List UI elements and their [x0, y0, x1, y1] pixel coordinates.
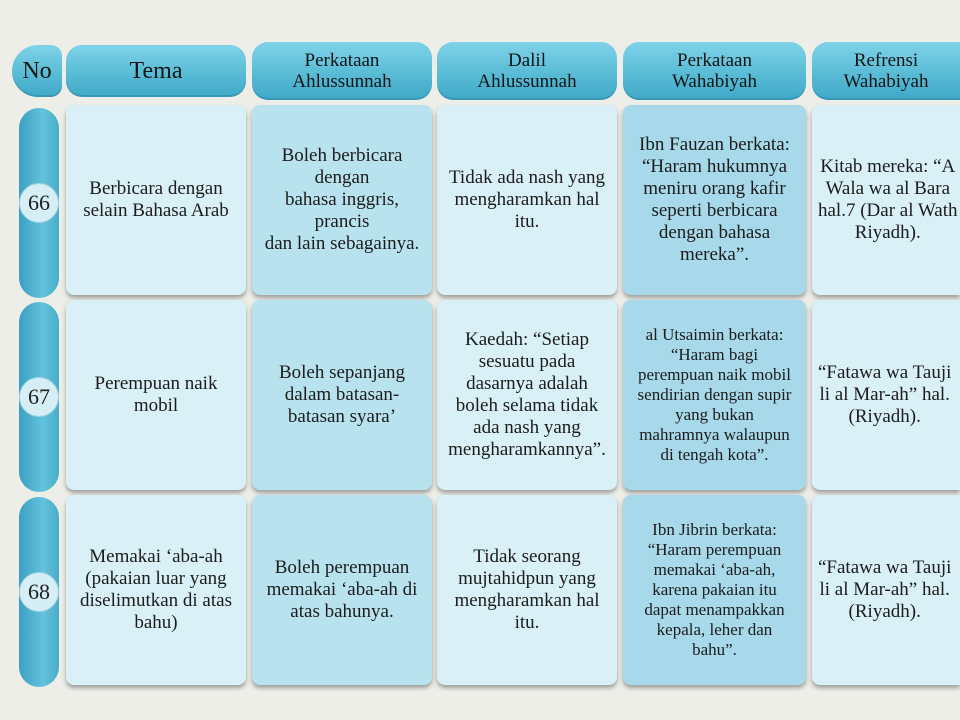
dalil-ahlussunnah-line: sesuatu pada	[478, 351, 576, 372]
tema-cell	[66, 300, 246, 490]
dalil-ahlussunnah-line: Tidak ada nash yang	[448, 167, 606, 188]
row-number-cell	[19, 108, 59, 298]
dalil-ahlussunnah-cell	[437, 105, 617, 295]
header-perkataan-ahlussunnah-line1: Perkataan	[304, 50, 380, 71]
refrensi-wahabiyah-line: (Riyadh).	[848, 601, 921, 622]
tema-line: Memakai ‘aba-ah	[89, 546, 223, 567]
dalil-ahlussunnah-line: mujtahidpun yang	[458, 568, 596, 589]
perkataan-ahlussunnah-cell	[252, 495, 432, 685]
perkataan-wahabiyah-line: “Haram hukumnya	[641, 156, 788, 177]
perkataan-ahlussunnah-line: prancis	[314, 211, 370, 232]
perkataan-wahabiyah-line: karena pakaian itu	[652, 580, 777, 599]
perkataan-wahabiyah-line: di tengah kota”.	[660, 445, 769, 464]
perkataan-wahabiyah-line: dengan bahasa	[658, 222, 771, 243]
perkataan-wahabiyah-line: mereka”.	[679, 244, 750, 265]
refrensi-wahabiyah-line: li al Mar-ah” hal.	[819, 384, 950, 405]
refrensi-wahabiyah-cell	[812, 495, 960, 685]
tema-line: mobil	[133, 395, 179, 416]
perkataan-wahabiyah-cell	[623, 105, 806, 295]
perkataan-wahabiyah-line: seperti berbicara	[651, 200, 778, 221]
perkataan-wahabiyah-line: meniru orang kafir	[643, 178, 786, 199]
refrensi-wahabiyah-line: li al Mar-ah” hal.	[819, 579, 950, 600]
perkataan-wahabiyah-line: mahramnya walaupun	[639, 425, 790, 444]
perkataan-wahabiyah-line: Ibn Fauzan berkata:	[639, 134, 790, 155]
perkataan-ahlussunnah-line: batasan syara’	[287, 406, 397, 427]
perkataan-wahabiyah-cell	[623, 300, 806, 490]
row-number-cell	[19, 497, 59, 687]
header-refrensi-wahabiyah	[812, 42, 960, 100]
perkataan-wahabiyah-line: sendirian dengan supir	[637, 385, 792, 404]
row-number-cell	[19, 302, 59, 492]
perkataan-ahlussunnah-line: Boleh berbicara	[281, 145, 403, 166]
tema-line: Berbicara dengan	[89, 178, 223, 199]
row-number: 66	[19, 183, 59, 223]
perkataan-ahlussunnah-cell	[252, 300, 432, 490]
perkataan-wahabiyah-line: memakai ‘aba-ah,	[653, 560, 776, 579]
header-dalil-ahlussunnah	[437, 42, 617, 100]
refrensi-wahabiyah-line: “Fatawa wa Tauji	[818, 557, 952, 578]
dalil-ahlussunnah-line: itu.	[514, 612, 540, 633]
refrensi-wahabiyah-line: (Riyadh).	[848, 406, 921, 427]
perkataan-ahlussunnah-line: dalam batasan-	[284, 384, 400, 405]
dalil-ahlussunnah-cell	[437, 495, 617, 685]
tema-line: Perempuan naik	[94, 373, 218, 394]
tema-line: bahu)	[134, 612, 178, 633]
perkataan-ahlussunnah-line: memakai ‘aba-ah di	[266, 579, 418, 600]
perkataan-wahabiyah-line: “Haram perempuan	[647, 540, 782, 559]
tema-line: selain Bahasa Arab	[83, 200, 229, 221]
perkataan-wahabiyah-line: dapat menampakkan	[644, 600, 785, 619]
perkataan-wahabiyah-line: yang bukan	[675, 405, 754, 424]
dalil-ahlussunnah-line: dasarnya adalah	[466, 373, 588, 394]
perkataan-ahlussunnah-cell	[252, 105, 432, 295]
header-tema-label: Tema	[129, 57, 183, 84]
perkataan-ahlussunnah-line: dan lain sebagainya.	[264, 233, 420, 254]
refrensi-wahabiyah-line: Riyadh).	[854, 222, 921, 243]
header-refrensi-wahabiyah-line2: Wahabiyah	[843, 71, 929, 92]
refrensi-wahabiyah-line: Kitab mereka: “A	[820, 156, 956, 177]
header-refrensi-wahabiyah-line1: Refrensi	[853, 50, 919, 71]
refrensi-wahabiyah-cell	[812, 105, 960, 295]
header-perkataan-wahabiyah-line1: Perkataan	[677, 50, 752, 71]
refrensi-wahabiyah-line: “Fatawa wa Tauji	[818, 362, 952, 383]
dalil-ahlussunnah-line: itu.	[514, 211, 540, 232]
perkataan-ahlussunnah-line: atas bahunya.	[290, 601, 394, 622]
perkataan-wahabiyah-line: “Haram bagi	[670, 345, 759, 364]
header-no	[12, 45, 62, 97]
tema-line: (pakaian luar yang	[85, 568, 227, 589]
perkataan-wahabiyah-line: perempuan naik mobil	[638, 365, 791, 384]
header-dalil-ahlussunnah-line2: Ahlussunnah	[477, 71, 577, 92]
perkataan-wahabiyah-cell	[623, 495, 806, 685]
refrensi-wahabiyah-line: Wala wa al Bara	[825, 178, 951, 199]
perkataan-wahabiyah-line: kepala, leher dan	[656, 620, 773, 639]
header-perkataan-ahlussunnah	[252, 42, 432, 100]
perkataan-wahabiyah-line: bahu”.	[692, 640, 737, 659]
header-no-label: No	[22, 57, 52, 84]
tema-line: diselimutkan di atas	[80, 590, 232, 611]
perkataan-wahabiyah-line: al Utsaimin berkata:	[645, 325, 784, 344]
header-dalil-ahlussunnah-line1: Dalil	[507, 50, 546, 71]
dalil-ahlussunnah-line: mengharamkan hal	[454, 189, 600, 210]
row-number: 67	[19, 377, 59, 417]
refrensi-wahabiyah-cell	[812, 300, 960, 490]
perkataan-ahlussunnah-line: bahasa inggris,	[285, 189, 399, 210]
header-tema	[66, 45, 246, 97]
perkataan-ahlussunnah-line: Boleh perempuan	[274, 557, 410, 578]
dalil-ahlussunnah-line: mengharamkannya”.	[448, 439, 606, 460]
dalil-ahlussunnah-cell	[437, 300, 617, 490]
dalil-ahlussunnah-line: boleh selama tidak	[455, 395, 599, 416]
tema-cell	[66, 495, 246, 685]
dalil-ahlussunnah-line: mengharamkan hal	[454, 590, 600, 611]
perkataan-wahabiyah-line: Ibn Jibrin berkata:	[652, 520, 777, 539]
refrensi-wahabiyah-line: hal.7 (Dar al Wath	[818, 200, 958, 221]
dalil-ahlussunnah-line: Tidak seorang	[473, 546, 581, 567]
header-perkataan-ahlussunnah-line2: Ahlussunnah	[292, 71, 392, 92]
row-number: 68	[19, 572, 59, 612]
dalil-ahlussunnah-line: ada nash yang	[473, 417, 581, 438]
perkataan-ahlussunnah-line: Boleh sepanjang	[278, 362, 406, 383]
header-perkataan-wahabiyah	[623, 42, 806, 100]
tema-cell	[66, 105, 246, 295]
header-perkataan-wahabiyah-line2: Wahabiyah	[672, 71, 757, 92]
dalil-ahlussunnah-line: Kaedah: “Setiap	[465, 329, 589, 350]
perkataan-ahlussunnah-line: dengan	[314, 167, 370, 188]
